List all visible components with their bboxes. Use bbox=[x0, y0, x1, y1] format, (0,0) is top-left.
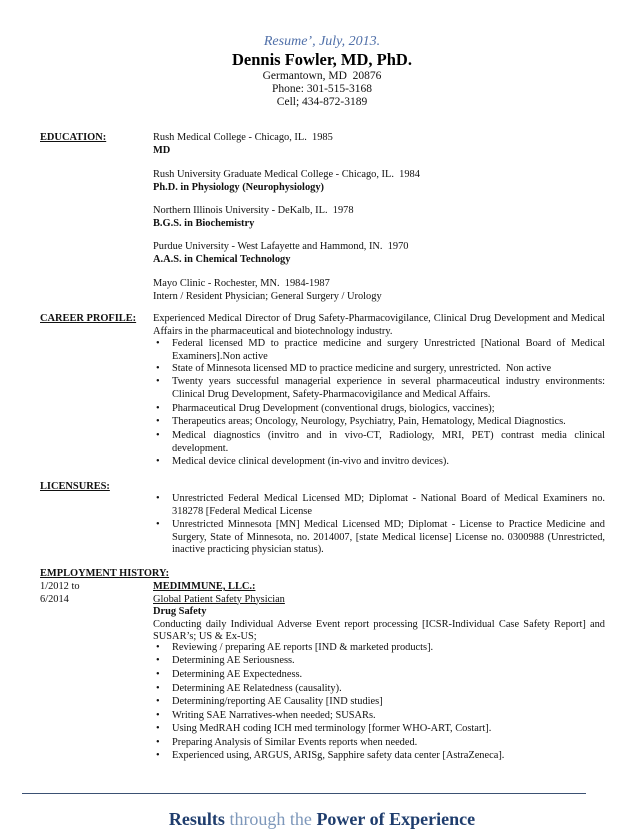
bullet-text: Therapeutics areas; Oncology, Neurology, Psychiatry, Pain, Hematology, Medical Diagnostics. bbox=[172, 416, 566, 427]
bullet-text: Medical device clinical development (in-vivo and invitro devices). bbox=[172, 456, 449, 467]
bullet-icon: • bbox=[156, 493, 160, 504]
section-label-licensures: LICENSURES: bbox=[40, 481, 110, 492]
bullet-text: Preparing Analysis of Similar Events reports when needed. bbox=[172, 737, 418, 748]
job-area: Drug Safety bbox=[153, 606, 207, 617]
bullet-icon: • bbox=[156, 642, 160, 653]
education-entry bbox=[153, 278, 605, 303]
job-bullet bbox=[153, 710, 605, 723]
bullet-text: Medical diagnostics (invitro and in vivo-CT, Radiology, MRI, PET) contrast media clinical development. bbox=[172, 430, 605, 454]
education-institution: Northern Illinois University - DeKalb, IL. 1978 bbox=[153, 205, 354, 216]
bullet-icon: • bbox=[156, 669, 160, 680]
bullet-icon: • bbox=[156, 710, 160, 721]
bullet-icon: • bbox=[156, 403, 160, 414]
education-institution: Mayo Clinic - Rochester, MN. 1984-1987 bbox=[153, 278, 330, 289]
phone-line: Phone: 301-515-3168 bbox=[272, 82, 372, 95]
bullet-icon: • bbox=[156, 750, 160, 761]
bullet-text: Twenty years successful managerial experience in several pharmaceutical industry environments: Clinical Drug Development, Safety-Pharmacovigilance and Medical Affairs. bbox=[172, 376, 605, 400]
career-summary: Experienced Medical Director of Drug Safety-Pharmacovigilance, Clinical Drug Development and Medical Affairs in the pharmaceutical and biotechnology industry. bbox=[153, 313, 605, 337]
bullet-icon: • bbox=[156, 519, 160, 530]
bullet-icon: • bbox=[156, 376, 160, 387]
education-detail: Intern / Resident Physician; General Surgery / Urology bbox=[153, 290, 382, 302]
education-degree: MD bbox=[153, 144, 171, 156]
bullet-text: Writing SAE Narratives-when needed; SUSARs. bbox=[172, 710, 376, 721]
bullet-text: Federal licensed MD to practice medicine and surgery Unrestricted [National Board of Medical Examiners].Non active bbox=[172, 338, 605, 362]
licensure-bullet bbox=[153, 493, 605, 518]
job-bullet bbox=[153, 669, 605, 682]
job-bullet bbox=[153, 683, 605, 696]
bullet-text: Reviewing / preparing AE reports [IND & marketed products]. bbox=[172, 642, 434, 653]
career-bullet bbox=[153, 430, 605, 455]
tagline-through-the: through the bbox=[229, 809, 312, 829]
job-bullet bbox=[153, 750, 605, 763]
section-label-employment-history: EMPLOYMENT HISTORY: bbox=[40, 568, 170, 579]
career-bullet bbox=[153, 403, 605, 416]
bullet-text: Determining AE Relatedness (causality). bbox=[172, 683, 342, 694]
licensure-bullet bbox=[153, 519, 605, 557]
section-label-education: EDUCATION: bbox=[40, 132, 107, 143]
bullet-text: State of Minnesota licensed MD to practice medicine and surgery, unrestricted. Non active bbox=[172, 363, 552, 374]
employer-name: MEDIMMUNE, LLC.: bbox=[153, 581, 256, 592]
bullet-icon: • bbox=[156, 683, 160, 694]
employment-job-header bbox=[153, 581, 605, 644]
job-summary: Conducting daily Individual Adverse Event report processing [ICSR-Individual Case Safety Report] and SUSAR’s; US & Ex-US; bbox=[153, 618, 605, 642]
education-institution: Purdue University - West Lafayette and Hammond, IN. 1970 bbox=[153, 241, 409, 252]
career-bullet bbox=[153, 376, 605, 401]
job-bullet bbox=[153, 737, 605, 750]
bullet-text: Determining AE Expectedness. bbox=[172, 669, 303, 680]
education-entry bbox=[153, 169, 605, 194]
bullet-icon: • bbox=[156, 416, 160, 427]
bullet-icon: • bbox=[156, 363, 160, 374]
bullet-text: Determining AE Seriousness. bbox=[172, 655, 295, 666]
bullet-text: Pharmaceutical Drug Development (conventional drugs, biologics, vaccines); bbox=[172, 403, 495, 414]
employment-start-date: 1/2012 to bbox=[40, 581, 80, 592]
bullet-text: Using MedRAH coding ICH med terminology [former WHO-ART, Costart]. bbox=[172, 723, 492, 734]
career-bullet bbox=[153, 456, 605, 469]
education-entry bbox=[153, 132, 605, 157]
section-label-career-profile: CAREER PROFILE: bbox=[40, 313, 137, 324]
cell-line: Cell; 434-872-3189 bbox=[276, 95, 368, 108]
education-institution: Rush University Graduate Medical College - Chicago, IL. 1984 bbox=[153, 169, 420, 180]
education-entry bbox=[153, 241, 605, 266]
bullet-icon: • bbox=[156, 338, 160, 349]
bullet-text: Experienced using, ARGUS, ARISg, Sapphire safety data center [AstraZeneca]. bbox=[172, 750, 505, 761]
education-degree: A.A.S. in Chemical Technology bbox=[153, 253, 291, 265]
bullet-text: Unrestricted Federal Medical Licensed MD; Diplomat - National Board of Medical Examiners no. 318278 [Federal Medical License bbox=[172, 493, 605, 517]
resume-date-line: Resume’, July, 2013. bbox=[263, 34, 381, 49]
education-institution: Rush Medical College - Chicago, IL. 1985 bbox=[153, 132, 333, 143]
candidate-name: Dennis Fowler, MD, PhD. bbox=[232, 50, 412, 69]
job-bullet bbox=[153, 696, 605, 709]
bullet-text: Unrestricted Minnesota [MN] Medical Licensed MD; Diplomat - License to Practice Medicine and Surgery, State of Minnesota, no. 2014007, [state Medical license] License no. 0300988 (Unrestricted, inactive practicing physician status). bbox=[172, 519, 605, 555]
education-entry bbox=[153, 205, 605, 230]
job-bullet bbox=[153, 655, 605, 668]
footer-tagline bbox=[0, 809, 644, 830]
career-bullet bbox=[153, 416, 605, 429]
tagline-power-of-experience: Power of Experience bbox=[316, 809, 476, 829]
career-bullet bbox=[153, 338, 605, 363]
job-bullet bbox=[153, 723, 605, 736]
employment-end-date: 6/2014 bbox=[40, 593, 69, 605]
education-degree: Ph.D. in Physiology (Neurophysiology) bbox=[153, 181, 324, 193]
footer-divider bbox=[22, 793, 586, 794]
bullet-icon: • bbox=[156, 430, 160, 441]
tagline-results: Results bbox=[168, 809, 225, 829]
career-bullet bbox=[153, 363, 605, 376]
bullet-icon: • bbox=[156, 723, 160, 734]
employment-dates bbox=[40, 581, 80, 606]
address-line: Germantown, MD 20876 bbox=[262, 69, 382, 82]
education-degree: B.G.S. in Biochemistry bbox=[153, 217, 255, 229]
bullet-icon: • bbox=[156, 456, 160, 467]
bullet-icon: • bbox=[156, 696, 160, 707]
job-bullet bbox=[153, 642, 605, 655]
bullet-text: Determining/reporting AE Causality [IND studies] bbox=[172, 696, 383, 707]
bullet-icon: • bbox=[156, 655, 160, 666]
bullet-icon: • bbox=[156, 737, 160, 748]
job-title: Global Patient Safety Physician bbox=[153, 593, 285, 605]
